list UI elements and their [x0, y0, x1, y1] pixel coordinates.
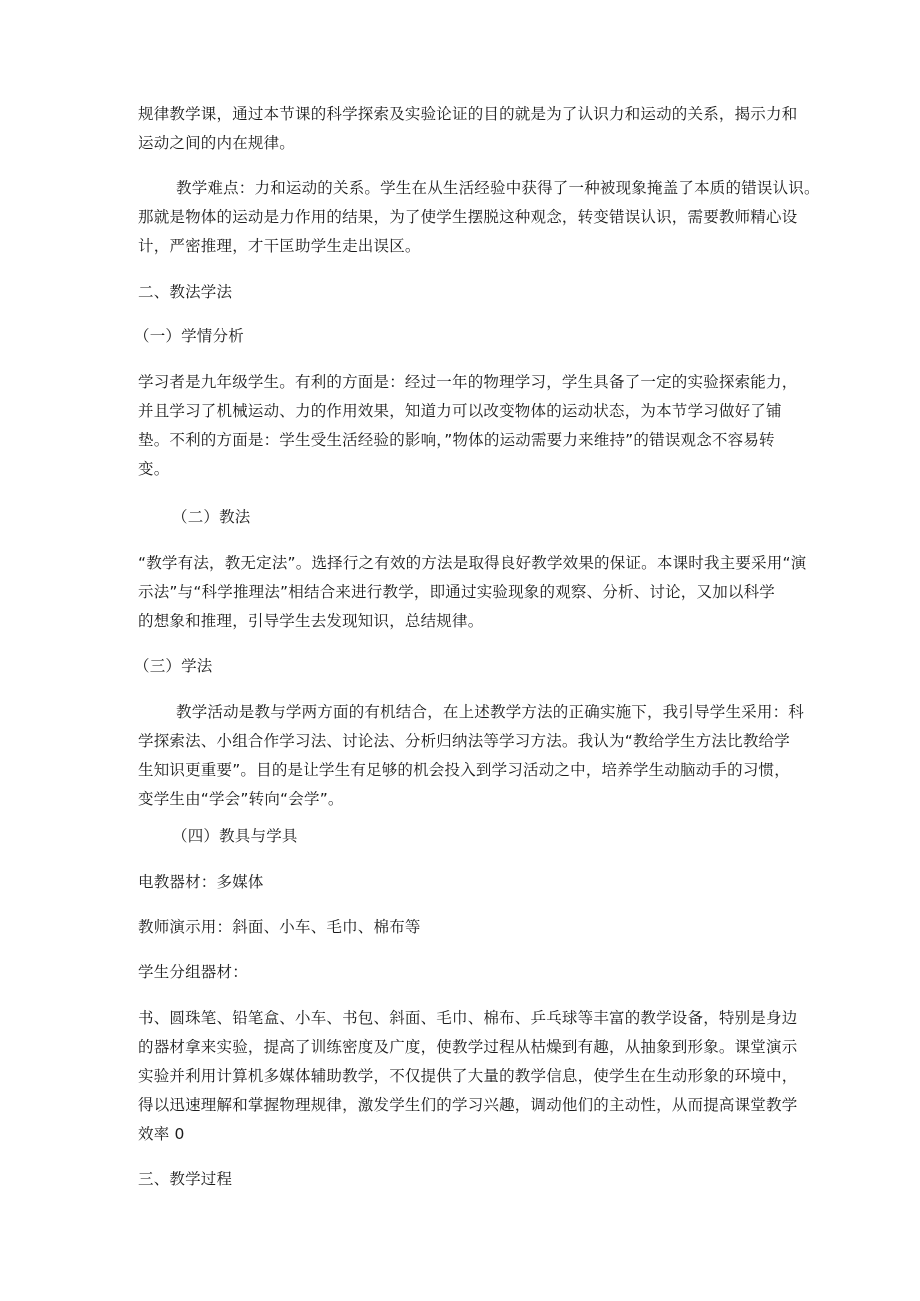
- text-line: 计，严密推理，才干匡助学生走出误区。: [138, 237, 421, 255]
- text-line: 并且学习了机械运动、力的作用效果，知道力可以改变物体的运动状态，为本节学习做好了铺: [138, 402, 782, 420]
- section-heading: 三、教学过程: [138, 1170, 233, 1188]
- text-line: 的想象和推理，引导学生去发现知识，总结规律。: [138, 612, 484, 630]
- text-line: 变学生由“学会”转向“会学”。: [138, 790, 344, 808]
- subsection-heading: （四）教具与学具: [172, 827, 298, 845]
- text-line: 学探索法、小组合作学习法、讨论法、分析归纳法等学习方法。我认为“教给学生方法比教给学: [138, 732, 790, 750]
- subsection-heading: （一）学情分析: [134, 327, 244, 345]
- text-line: 书、圆珠笔、铅笔盒、小车、书包、斜面、毛巾、棉布、乒乓球等丰富的教学设备，特别是身边: [138, 1009, 798, 1027]
- text-line: 教师演示用：斜面、小车、毛巾、棉布等: [138, 918, 421, 936]
- subsection-heading: （三）学法: [134, 657, 213, 675]
- text-line: 变。: [138, 460, 170, 478]
- text-line: 垫。不利的方面是：学生受生活经验的影响，”物体的运动需要力来维持”的错误观念不容易转: [138, 431, 775, 449]
- text-line: 运动之间的内在规律。: [138, 134, 296, 152]
- text-line: 学生分组器材：: [138, 963, 248, 981]
- text-line: 的器材拿来实验，提高了训练密度及广度，使教学过程从枯燥到有趣，从抽象到形象。课堂演示: [138, 1038, 798, 1056]
- text-line: 生知识更重要”。目的是让学生有足够的机会投入到学习活动之中，培养学生动脑动手的习惯，: [138, 761, 790, 779]
- text-line: 得以迅速理解和掌握物理规律，激发学生们的学习兴趣，调动他们的主动性，从而提高课堂教学: [138, 1096, 798, 1114]
- text-line: 效率 0: [138, 1125, 185, 1143]
- text-line: 示法”与“科学推理法”相结合来进行教学，即通过实验现象的观察、分析、讨论，又加以科学: [138, 583, 775, 601]
- text-line: 教学活动是教与学两方面的有机结合，在上述教学方法的正确实施下，我引导学生采用：科: [176, 703, 805, 721]
- text-line: 规律教学课，通过本节课的科学探索及实验论证的目的就是为了认识力和运动的关系，揭示力和: [138, 105, 798, 123]
- subsection-heading: （二）教法: [172, 508, 251, 526]
- text-line: 实验并利用计算机多媒体辅助教学，不仅提供了大量的教学信息，使学生在生动形象的环境中，: [138, 1067, 798, 1085]
- section-heading: 二、教法学法: [138, 283, 233, 301]
- text-line: “教学有法，教无定法”。选择行之有效的方法是取得良好教学效果的保证。本课时我主要采用“演: [138, 554, 807, 572]
- text-line: 那就是物体的运动是力作用的结果，为了使学生摆脱这种观念，转变错误认识，需要教师精心设: [138, 208, 798, 226]
- text-line: 教学难点：力和运动的关系。学生在从生活经验中获得了一种被现象掩盖了本质的错误认识。: [176, 179, 820, 197]
- text-line: 电教器材：多媒体: [138, 873, 264, 891]
- text-line: 学习者是九年级学生。有利的方面是：经过一年的物理学习，学生具备了一定的实验探索能力，: [138, 373, 798, 391]
